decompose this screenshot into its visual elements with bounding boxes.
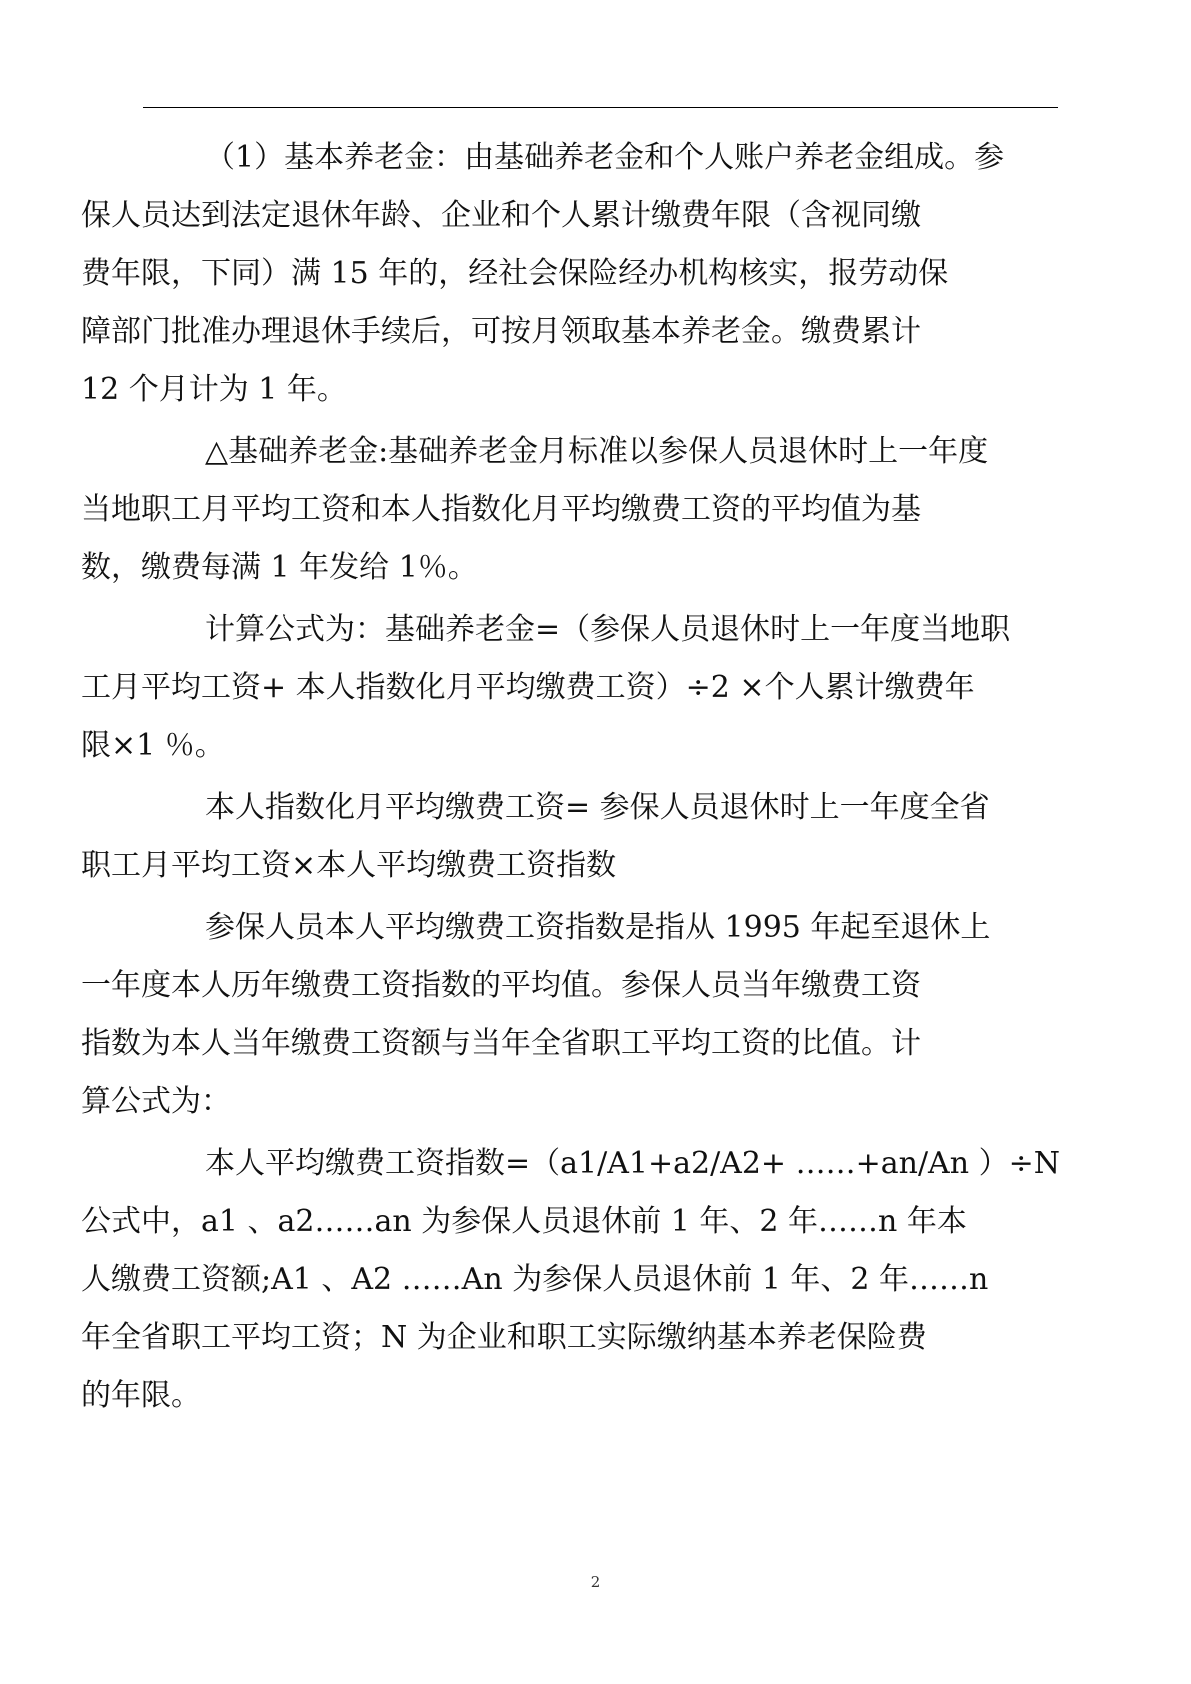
text-line: 参保人员本人平均缴费工资指数是指从 1995 年起至退休上: [205, 910, 991, 945]
paragraph-base-pension: [81, 423, 1058, 597]
text-line: 限×1 ％。: [81, 728, 225, 763]
text-line: 年全省职工平均工资；N 为企业和职工实际缴纳基本养老保险费: [81, 1320, 927, 1355]
text-line: 的年限。: [81, 1378, 201, 1413]
text-line: 费年限，下同）满 15 年的，经社会保险经办机构核实，报劳动保: [81, 256, 949, 291]
text-line: 工月平均工资+ 本人指数化月平均缴费工资）÷2 ×个人累计缴费年: [81, 670, 975, 705]
paragraph-base-formula: [81, 601, 1058, 775]
paragraph-indexed-wage: [81, 779, 1058, 895]
text-line: 本人指数化月平均缴费工资= 参保人员退休时上一年度全省: [205, 790, 990, 825]
text-line: 算公式为：: [81, 1084, 231, 1119]
text-line: 计算公式为：基础养老金=（参保人员退休时上一年度当地职: [205, 612, 1011, 647]
paragraph-index-formula: [81, 1135, 1060, 1425]
text-line: 一年度本人历年缴费工资指数的平均值。参保人员当年缴费工资: [81, 968, 921, 1003]
header-rule: [143, 107, 1058, 108]
document-body: [81, 129, 1060, 1429]
text-line: 障部门批准办理退休手续后，可按月领取基本养老金。缴费累计: [81, 314, 921, 349]
text-line: 人缴费工资额;A1 、A2 ……An 为参保人员退休前 1 年、2 年……n: [81, 1262, 989, 1297]
text-line: 公式中，a1 、a2……an 为参保人员退休前 1 年、2 年……n 年本: [81, 1204, 967, 1239]
text-line: 指数为本人当年缴费工资额与当年全省职工平均工资的比值。计: [81, 1026, 921, 1061]
text-line: 保人员达到法定退休年龄、企业和个人累计缴费年限（含视同缴: [81, 198, 921, 233]
paragraph-basic-pension: [81, 129, 1058, 419]
text-line: （1）基本养老金：由基础养老金和个人账户养老金组成。参: [205, 140, 1005, 175]
text-line: 当地职工月平均工资和本人指数化月平均缴费工资的平均值为基: [81, 492, 921, 527]
page-number: 2: [590, 1573, 601, 1591]
text-line: 12 个月计为 1 年。: [81, 372, 347, 407]
text-line: 数，缴费每满 1 年发给 1％。: [81, 550, 478, 585]
text-line: △基础养老金:基础养老金月标准以参保人员退休时上一年度: [205, 434, 989, 469]
paragraph-wage-index: [81, 899, 1058, 1131]
text-line: 本人平均缴费工资指数=（a1/A1+a2/A2+ ……+an/An ）÷N: [205, 1146, 1060, 1181]
text-line: 职工月平均工资×本人平均缴费工资指数: [81, 848, 617, 883]
